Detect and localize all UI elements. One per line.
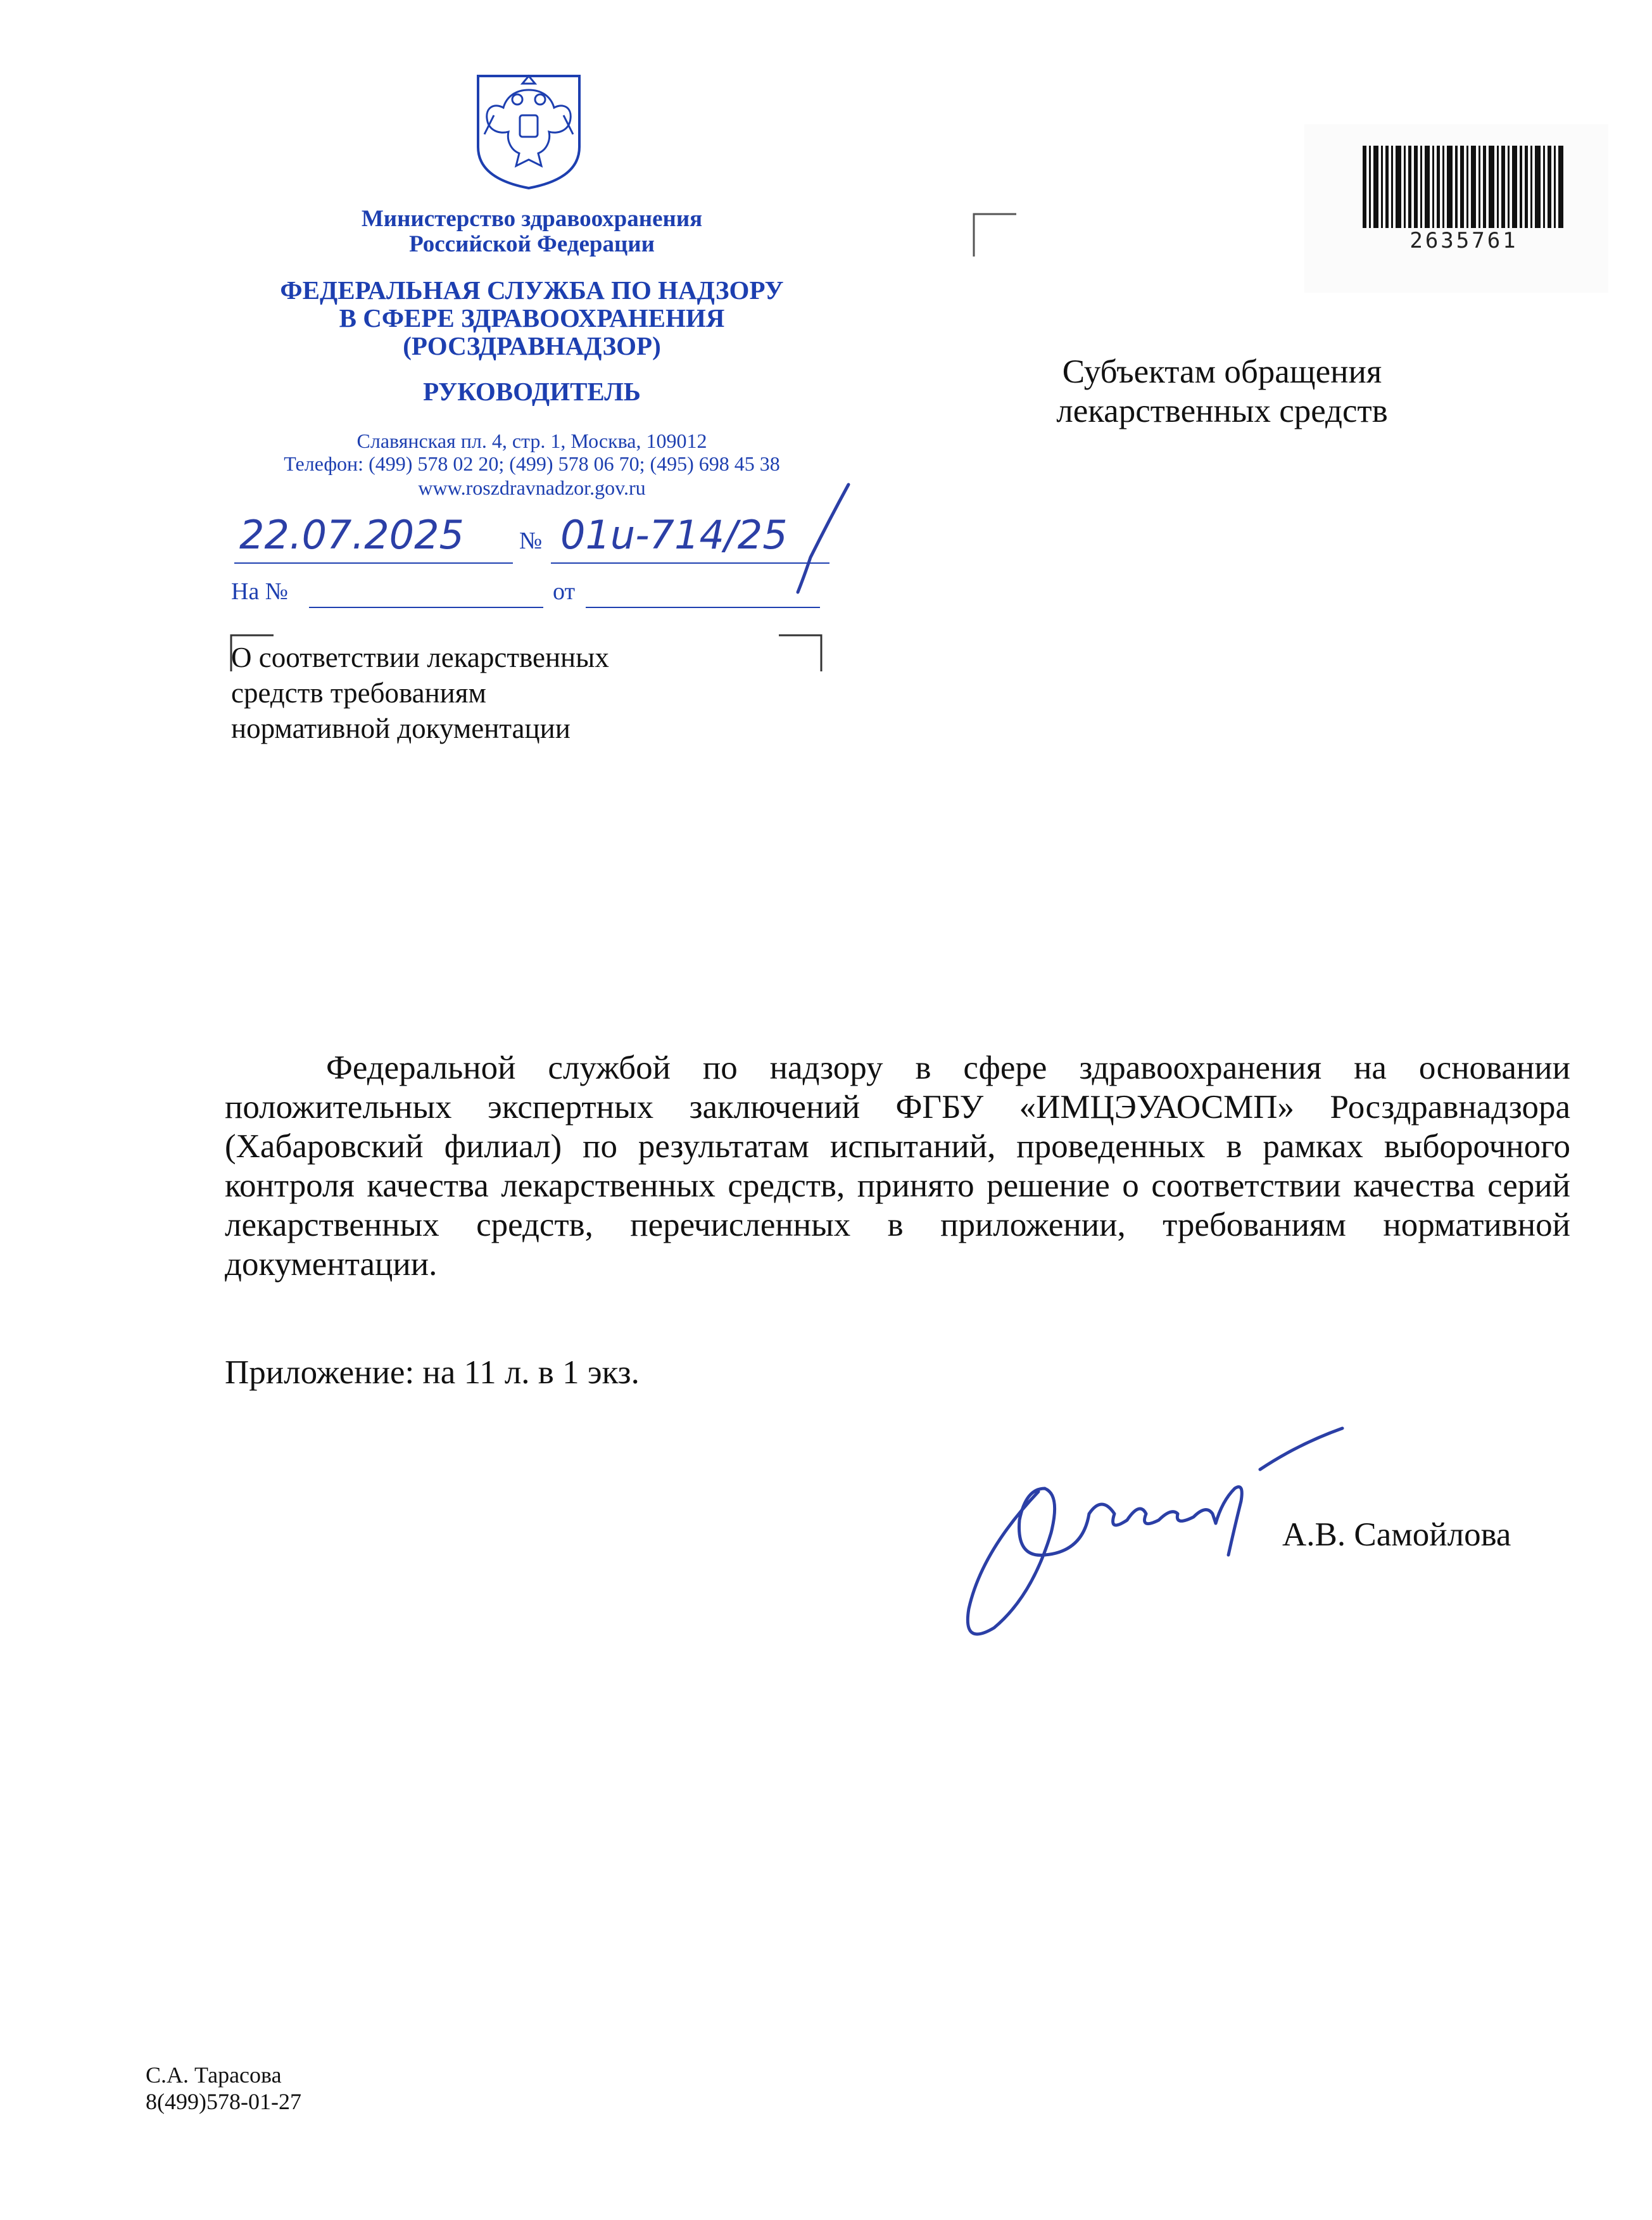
address-line: Славянская пл. 4, стр. 1, Москва, 109012 [356, 429, 707, 452]
recipient-line-2: лекарственных средств [1056, 393, 1388, 429]
website-line: www.roszdravnadzor.gov.ru [418, 476, 646, 499]
address-corner-mark [972, 212, 1016, 257]
subject-line-1: О соответствии лекарственных [231, 642, 609, 673]
handwritten-date: 22.07.2025 [239, 512, 464, 558]
subject-line-3: нормативной документации [231, 713, 571, 744]
position-title: РУКОВОДИТЕЛЬ [423, 377, 641, 406]
handwritten-number: 01u-714/25 [560, 512, 788, 558]
recipient-line-1: Субъектам обращения [1062, 353, 1382, 390]
coat-of-arms-emblem [472, 71, 586, 191]
barcode-image [1363, 146, 1565, 228]
reply-to-field [309, 607, 543, 608]
ministry-line-1: Министерство здравоохранения [361, 206, 703, 232]
executor-phone: 8(499)578-01-27 [146, 2089, 301, 2114]
ministry-line-2: Российской Федерации [409, 231, 655, 257]
date-underline [234, 562, 513, 564]
attachment-note: Приложение: на 11 л. в 1 экз. [225, 1354, 640, 1391]
service-line-3: (РОСЗДРАВНАДЗОР) [403, 331, 661, 360]
service-line-2: В СФЕРЕ ЗДРАВООХРАНЕНИЯ [339, 303, 725, 333]
signer-name: А.В. Самойлова [1282, 1516, 1511, 1553]
service-line-1: ФЕДЕРАЛЬНАЯ СЛУЖБА ПО НАДЗОРУ [280, 276, 784, 305]
subject-line-2: средств требованиям [231, 677, 486, 709]
body-paragraph: Федеральной службой по надзору в сфере здравоохранения на основании положительных экспертных заключений ФГБУ «ИМЦЭУАОСМП» Росздравнадзора (Хабаровский филиал) по результатам испытаний, проведенных в рамках выборочного контроля качества лекарственных средств, принято решение о соответствии качества серий лекарственных средств, перечисленных в приложении, требованиям нормативной документации. [225, 1050, 1570, 1283]
phones-line: Телефон: (499) 578 02 20; (499) 578 06 70; (495) 698 45 38 [284, 452, 780, 475]
from-label: от [553, 578, 576, 605]
handwritten-slash-mark [785, 481, 855, 595]
from-field [586, 607, 820, 608]
barcode-number: 2635761 [1409, 228, 1518, 253]
number-label: № [519, 528, 543, 554]
executor-name: С.А. Тарасова [146, 2062, 282, 2088]
reply-to-label: На № [231, 578, 289, 605]
